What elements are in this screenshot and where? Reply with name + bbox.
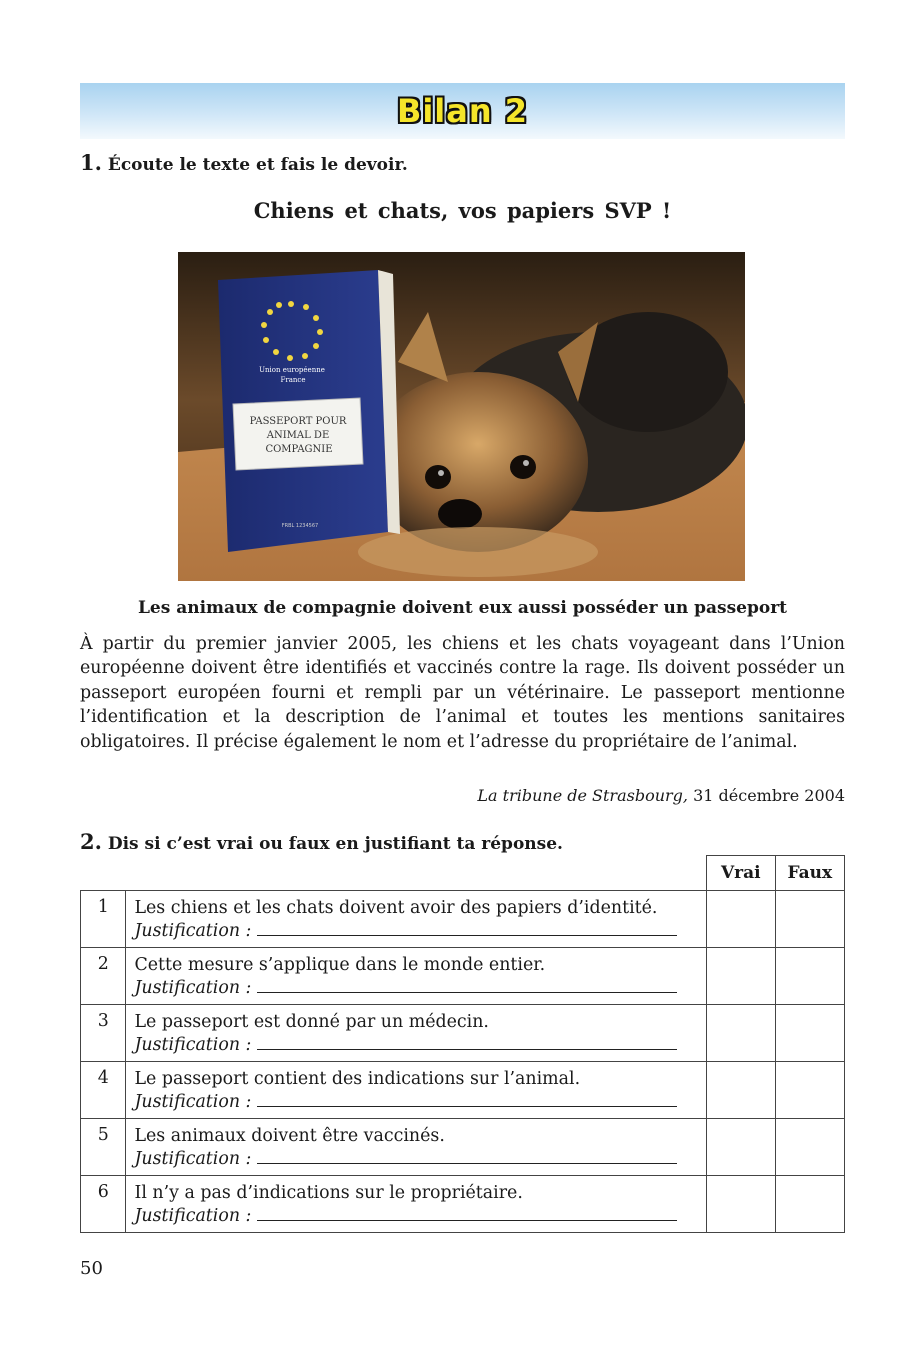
row-number: 4 [81, 1062, 126, 1119]
table-row [81, 891, 845, 948]
dog-passport-photo [178, 252, 745, 581]
vrai-answer-cell[interactable] [706, 1005, 775, 1062]
task-2-instruction: Dis si c’est vrai ou faux en justifiant ta réponse. [107, 834, 563, 854]
statement-text: Cette mesure s’applique dans le monde entier. [134, 955, 546, 975]
task-1-instruction: Écoute le texte et fais le devoir. [107, 155, 408, 175]
table-row [81, 1062, 845, 1119]
page-title: Bilan 2 [396, 92, 529, 130]
justification-blank[interactable] [257, 1205, 677, 1221]
faux-answer-cell[interactable] [775, 948, 844, 1005]
table-row [81, 1176, 845, 1233]
statement-text: Le passeport contient des indications sur l’animal. [134, 1069, 581, 1089]
faux-answer-cell[interactable] [775, 1062, 844, 1119]
passport-label-line-2: ANIMAL DE [266, 430, 330, 441]
task-2-number: 2. [80, 829, 102, 854]
justification-label: Justification : [134, 1092, 252, 1112]
table-row [81, 1119, 845, 1176]
table-row [81, 948, 845, 1005]
justification-blank[interactable] [257, 1091, 677, 1107]
justification-label: Justification : [134, 921, 252, 941]
source-title: La tribune de Strasbourg, [477, 786, 688, 805]
task-1-number: 1. [80, 150, 102, 175]
justification-label: Justification : [134, 1206, 252, 1226]
statement-text: Les chiens et les chats doivent avoir des papiers d’identité. [134, 898, 658, 918]
vrai-answer-cell[interactable] [706, 1119, 775, 1176]
task-2-heading [80, 829, 563, 854]
header-vrai: Vrai [706, 856, 775, 891]
source-date: 31 décembre 2004 [693, 786, 845, 805]
vrai-answer-cell[interactable] [706, 1176, 775, 1233]
passport-union-text: Union européenne [259, 366, 325, 374]
article-title: Chiens et chats, vos papiers SVP ! [253, 198, 672, 223]
vrai-answer-cell[interactable] [706, 1062, 775, 1119]
statement-text: Les animaux doivent être vaccinés. [134, 1126, 445, 1146]
passport-label-line-1: PASSEPORT POUR [249, 416, 347, 427]
article-source [477, 786, 845, 805]
passport-code-text: FRBL 1234567 [281, 523, 319, 529]
true-false-table [80, 855, 845, 1233]
justification-label: Justification : [134, 1035, 252, 1055]
header-faux: Faux [775, 856, 844, 891]
justification-blank[interactable] [257, 920, 677, 936]
faux-answer-cell[interactable] [775, 891, 844, 948]
justification-label: Justification : [134, 1149, 252, 1169]
faux-answer-cell[interactable] [775, 1176, 844, 1233]
statement-text: Le passeport est donné par un médecin. [134, 1012, 489, 1032]
row-number: 5 [81, 1119, 126, 1176]
justification-label: Justification : [134, 978, 252, 998]
row-number: 2 [81, 948, 126, 1005]
vrai-answer-cell[interactable] [706, 948, 775, 1005]
article-subtitle: Les animaux de compagnie doivent eux aussi posséder un passeport [137, 598, 788, 618]
task-1-heading [80, 150, 408, 175]
table-header-row [81, 856, 845, 891]
title-banner [80, 83, 845, 139]
faux-answer-cell[interactable] [775, 1005, 844, 1062]
passport-label-line-3: COMPAGNIE [265, 444, 333, 455]
statement-text: Il n’y a pas d’indications sur le propriétaire. [134, 1183, 523, 1203]
passport-country-text: France [280, 376, 306, 384]
row-number: 1 [81, 891, 126, 948]
row-number: 3 [81, 1005, 126, 1062]
justification-blank[interactable] [257, 977, 677, 993]
article-body: À partir du premier janvier 2005, les chiens et les chats voyageant dans l’Union européenne doivent être identifiés et vaccinés contre la rage. Ils doivent posséder un passeport européen fourni et rempli par un vétérinaire. Le passeport mentionne l’identification et la description de l’animal et toutes les mentions sanitaires obligatoires. Il précise également le nom et l’adresse du propriétaire de l’animal. [80, 634, 845, 752]
row-number: 6 [81, 1176, 126, 1233]
justification-blank[interactable] [257, 1034, 677, 1050]
faux-answer-cell[interactable] [775, 1119, 844, 1176]
page-number: 50 [80, 1258, 103, 1279]
justification-blank[interactable] [257, 1148, 677, 1164]
table-row [81, 1005, 845, 1062]
vrai-answer-cell[interactable] [706, 891, 775, 948]
